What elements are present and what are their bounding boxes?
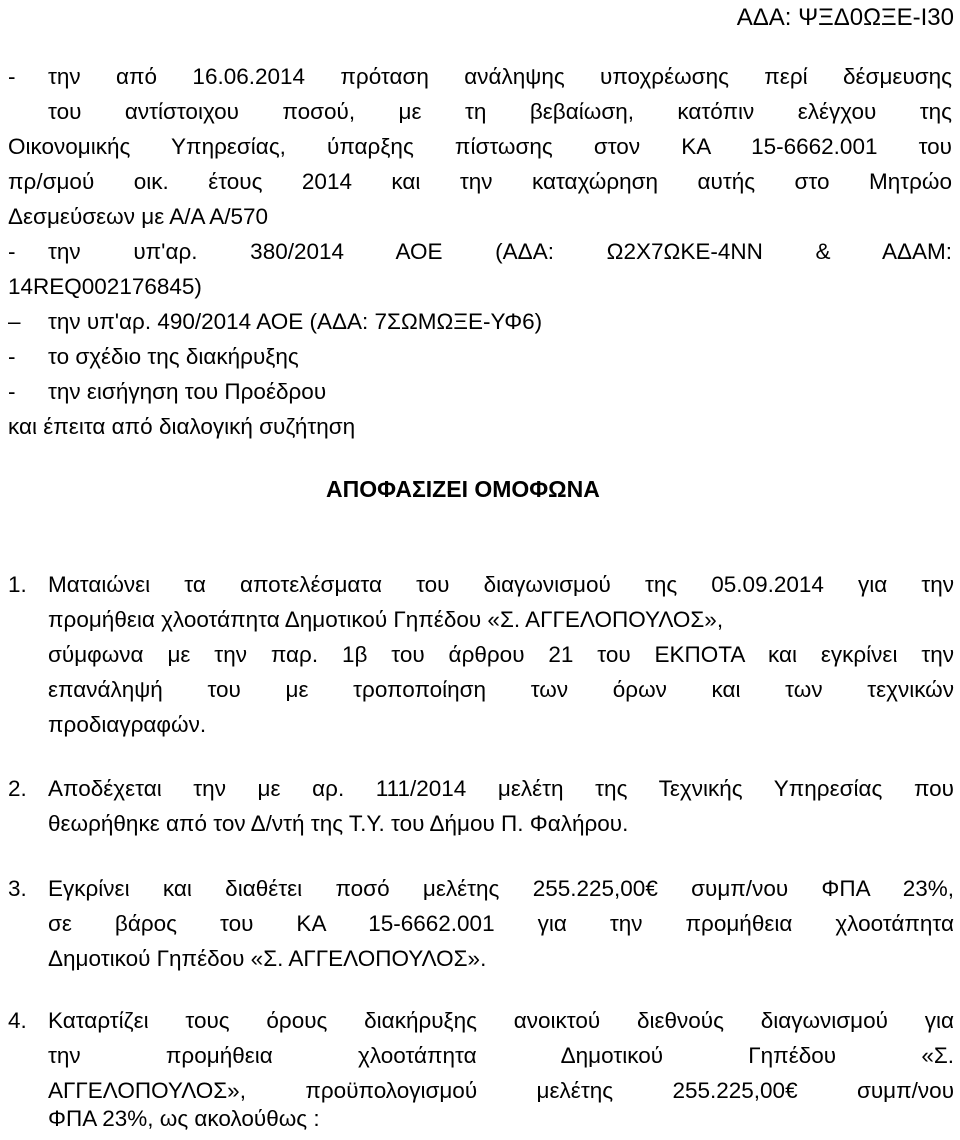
decision-text — [48, 774, 954, 844]
text-line: Καταρτίζει τους όρους διακήρυξης ανοικτού διεθνούς διαγωνισμού για — [48, 1008, 954, 1033]
decision-heading: ΑΠΟΦΑΣΙΖΕΙ ΟΜΟΦΩΝΑ — [326, 476, 600, 502]
text-line: το σχέδιο της διακήρυξης — [48, 344, 299, 369]
text-line: την προμήθεια χλοοτάπητα Δημοτικού Γηπέδου «Σ. — [48, 1043, 954, 1068]
text-line: την εισήγηση του Προέδρου — [48, 379, 327, 404]
consideration-text — [48, 237, 952, 272]
text-line: την από 16.06.2014 πρόταση ανάληψης υποχρέωσης περί δέσμευσης — [48, 64, 952, 89]
text-line: Αποδέχεται την με αρ. 111/2014 μελέτη της Τεχνικής Υπηρεσίας που — [48, 776, 954, 801]
decision-text — [48, 874, 954, 979]
consideration-text — [48, 307, 952, 342]
text-line: σε βάρος του ΚΑ 15-6662.001 για την προμήθεια χλοοτάπητα — [48, 911, 954, 936]
text-line: προμήθεια χλοοτάπητα Δημοτικού Γηπέδου «Σ. ΑΓΓΕΛΟΠΟΥΛΟΣ», — [48, 607, 724, 632]
text-line: ΦΠΑ 23%, ως ακολούθως : — [48, 1106, 320, 1131]
ada-header: ΑΔΑ: ΨΞΔ0ΩΞΕ-Ι30 — [736, 4, 954, 31]
consideration-text — [48, 377, 952, 412]
consideration-text — [48, 342, 952, 377]
text-line: ΑΓΓΕΛΟΠΟΥΛΟΣ», προϋπολογισμού μελέτης 255.225,00€ συμπ/νου — [48, 1078, 954, 1103]
text-line: επανάληψή του με τροποποίηση των όρων και των τεχνικών — [48, 677, 954, 702]
text-line: πρ/σμού οικ. έτους 2014 και την καταχώρηση αυτής στο Μητρώο — [8, 169, 952, 194]
text-line: Ματαιώνει τα αποτελέσματα του διαγωνισμού της 05.09.2014 για την — [48, 572, 954, 597]
text-line: του αντίστοιχου ποσού, με τη βεβαίωση, κατόπιν ελέγχου της — [48, 99, 952, 124]
text-line: σύμφωνα με την παρ. 1β του άρθρου 21 του ΕΚΠΟΤΑ και εγκρίνει την — [48, 642, 954, 667]
text-line: Δεσμεύσεων με Α/Α Α/570 — [8, 204, 269, 229]
text-line: Εγκρίνει και διαθέτει ποσό μελέτης 255.225,00€ συμπ/νου ΦΠΑ 23%, — [48, 876, 954, 901]
text-line: Δημοτικού Γηπέδου «Σ. ΑΓΓΕΛΟΠΟΥΛΟΣ». — [48, 946, 487, 971]
closing-line: και έπειτα από διαλογική συζήτηση — [8, 414, 356, 439]
text-line: 14REQ002176845) — [8, 274, 202, 299]
bullet-dash: - — [8, 239, 16, 264]
consideration-text — [48, 62, 952, 132]
text-line: την υπ'αρ. 380/2014 ΑΟΕ (ΑΔΑ: Ω2Χ7ΩΚΕ-4ΝΝ & ΑΔΑΜ: — [48, 239, 952, 264]
decision-number: 4. — [8, 1008, 27, 1033]
bullet-dash: – — [8, 309, 21, 334]
text-line: θεωρήθηκε από τον Δ/ντή της Τ.Υ. του Δήμου Π. Φαλήρου. — [48, 811, 629, 836]
text-line: την υπ'αρ. 490/2014 ΑΟΕ (ΑΔΑ: 7ΣΩΜΩΞΕ-ΥΦ6) — [48, 309, 543, 334]
bullet-dash: - — [8, 379, 16, 404]
bullet-dash: - — [8, 64, 16, 89]
decision-text — [48, 570, 954, 745]
text-line: προδιαγραφών. — [48, 712, 207, 737]
decision-text — [48, 1006, 954, 1111]
decision-number: 2. — [8, 776, 27, 801]
decision-number: 1. — [8, 572, 27, 597]
text-line: Οικονομικής Υπηρεσίας, ύπαρξης πίστωσης στον ΚΑ 15-6662.001 του — [8, 134, 952, 159]
decision-number: 3. — [8, 876, 27, 901]
bullet-dash: - — [8, 344, 16, 369]
